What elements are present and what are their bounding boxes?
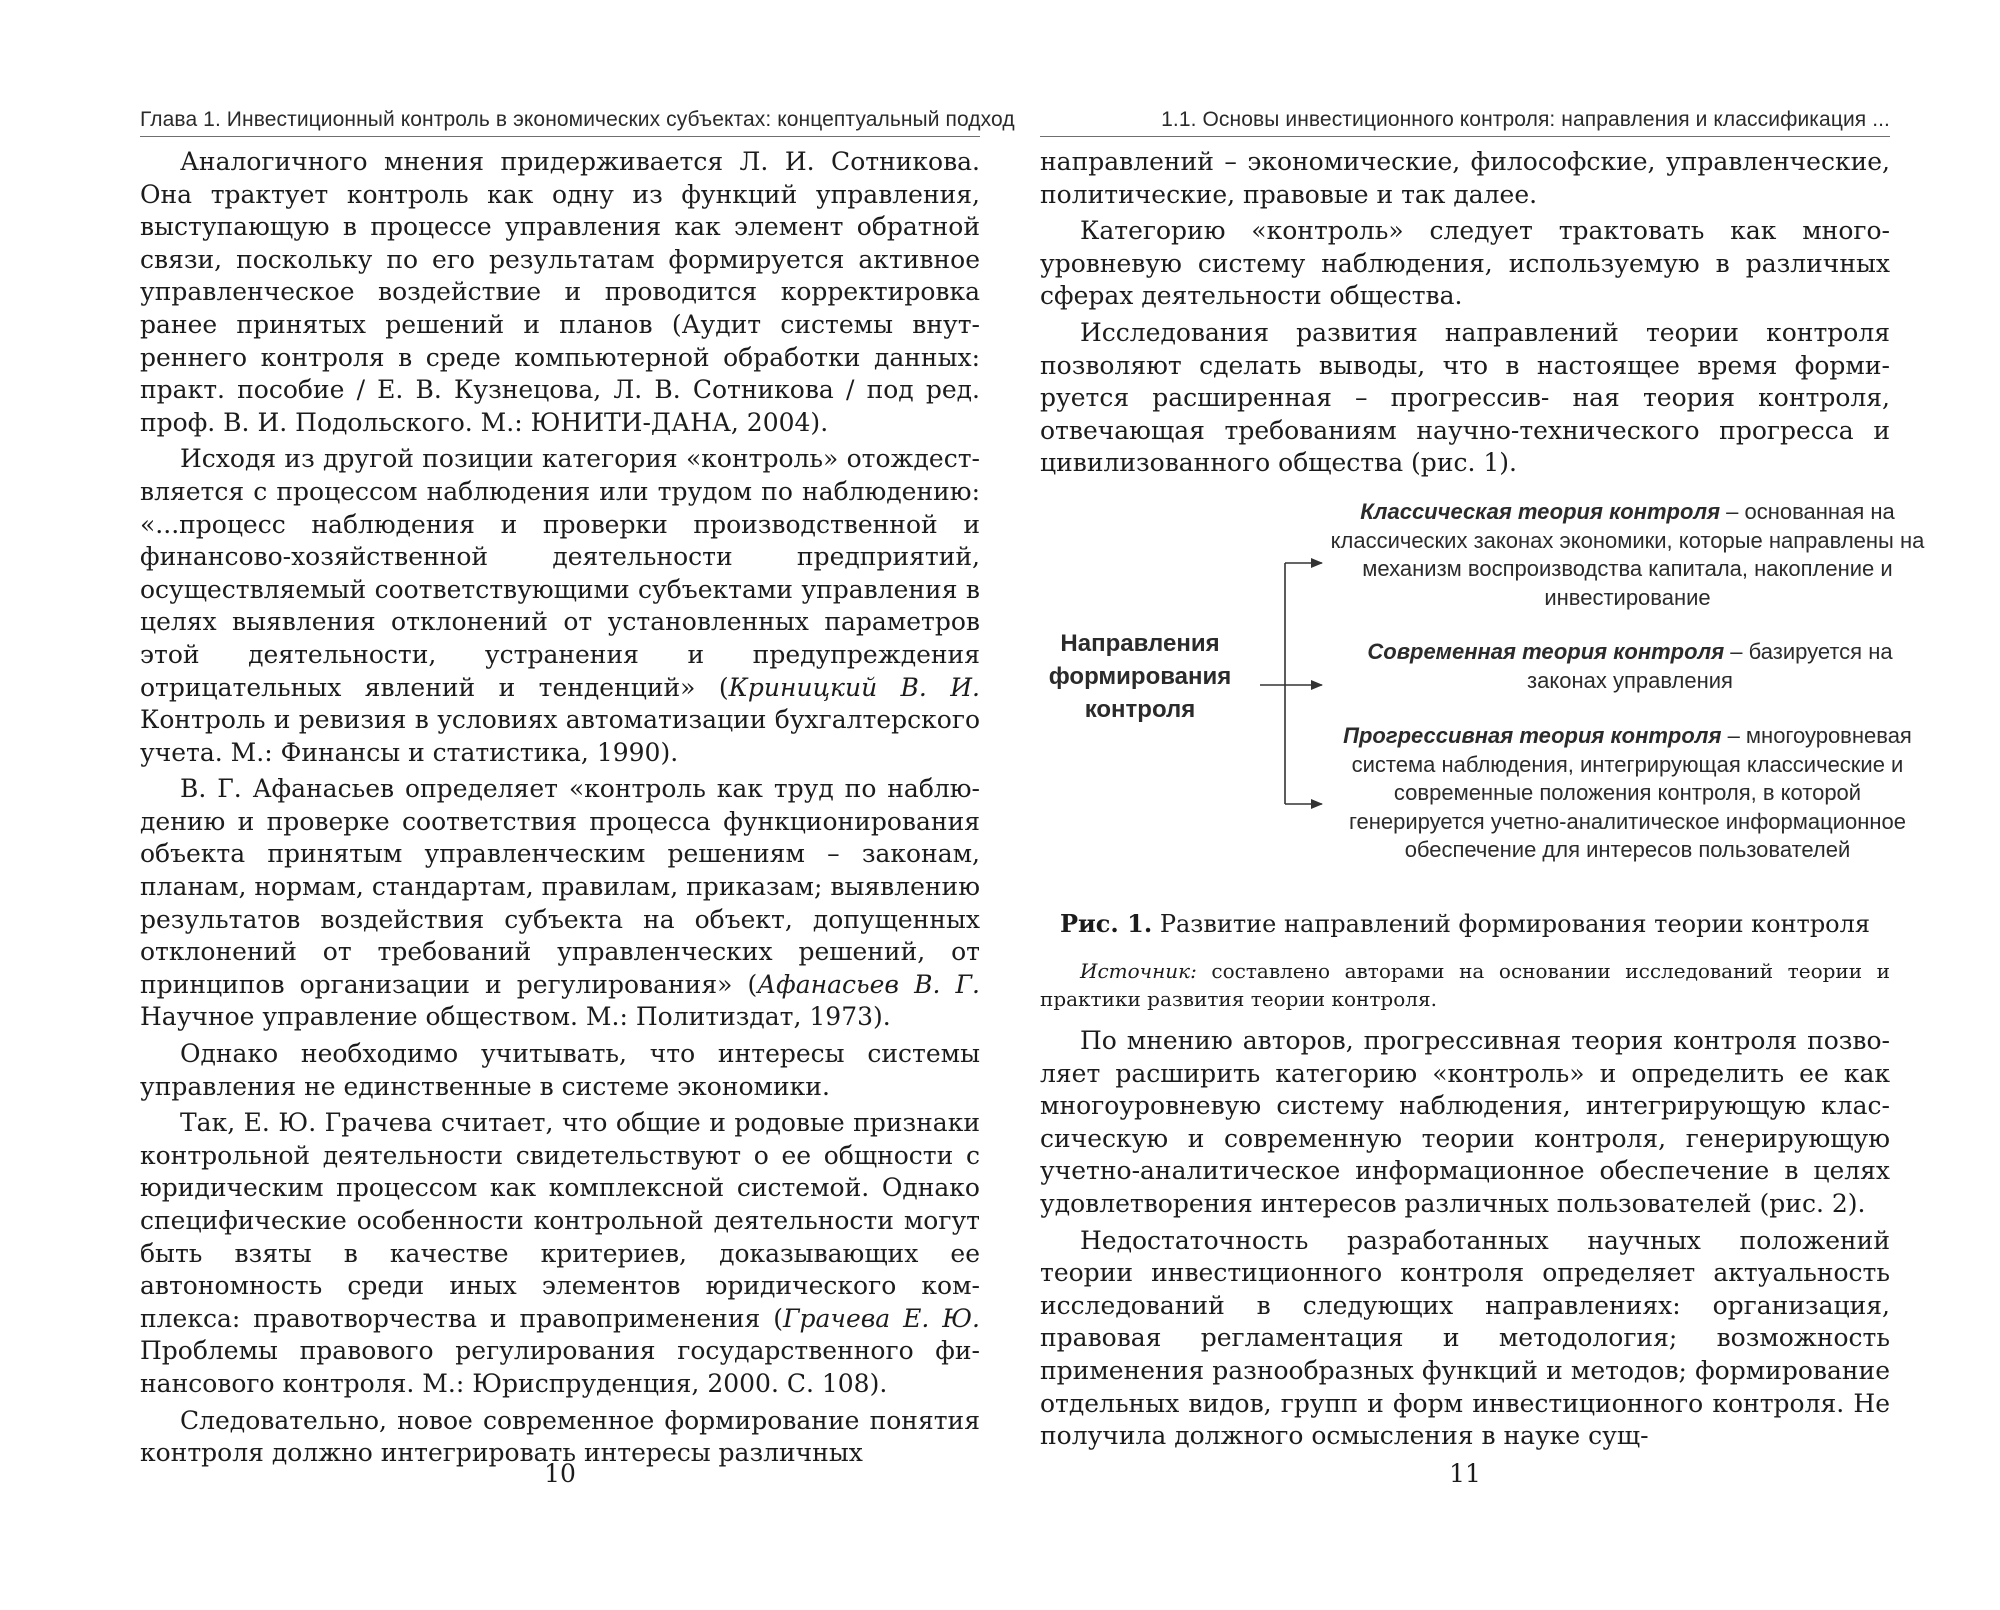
running-head-left: Глава 1. Инвестиционный контроль в экономических субъектах: концептуальный подход [140, 108, 1015, 131]
figure-source-note: Источник: составлено авторами на основании исследований теории и практики развития теории контроля. [1040, 959, 1890, 1011]
figure-caption: Рис. 1. Развитие направлений формирования теории контроля [1059, 909, 1871, 938]
diagram-node-modern-theory: Современная теория контроля – базируется на законах управления [1367, 639, 1893, 693]
diagram-root-node: Направления формирования контроля [1048, 630, 1232, 723]
right-body-bottom [1040, 1025, 1890, 1453]
header-rule-left [140, 136, 980, 137]
paragraph: По мнению авторов, прогрессивная теория контроля позволяет расширить категорию «контроль» и определить ее как многоуровневую систему наблюдения, интегрирующую классическую и современную теории контроля, генерирующую учетно-аналитическое информационное обеспечение в целях удовлетворения интересов различных пользователей (рис. 2). [1040, 1026, 1890, 1218]
paragraph: Исходя из другой позиции категория «контроль» отождествляется с процессом наблюдения или трудом по наблюдению: «...процесс наблюдения и проверки производственной и финансово-хозяйственной деятельности предприятий, осуществляемый соответствующими субъектами управления в целях выявления отклонений от установленных параметров этой деятельности, устранения и предупреждения отрицательных явлений и тенденций» (Криницкий В. И. Контроль и ревизия в условиях автоматизации бухгалтерского учета. М.: Финансы и статистика, 1990). [140, 444, 980, 767]
citation-author: Криницкий В. И. [728, 672, 980, 702]
diagram-node-progressive-theory: Прогрессивная теория контроля – многоуровневая система наблюдения, интегрирующая классические и современные положения контроля, в которой генерируется учетно-аналитическое информационное обеспечение для интересов пользователей [1343, 723, 1912, 862]
paragraph: Однако необходимо учитывать, что интересы системы управления не единственные в системе экономики. [140, 1039, 980, 1101]
paragraph: В. Г. Афанасьев определяет «контроль как труд по наблюдению и проверке соответствия процесса функционирования объекта принятым управленческим решениям – законам, планам, нормам, стандартам, правилам, приказам; выявлению результатов воздействия субъекта на объект, допущенных отклонений от требований управленческих решений, от принципов организации и регулирования» (Афанасьев В. Г. Научное управление обществом. М.: Политиздат, 1973). [140, 774, 981, 1032]
paragraph: Категорию «контроль» следует трактовать как многоуровневую систему наблюдения, используемую в различных сферах деятельности общества. [1040, 216, 1890, 311]
diagram-node-classic-theory: Классическая теория контроля – основанная на классических законах экономики, которые направлены на механизм воспроизводства капитала, накопление и инвестирование [1330, 499, 1925, 610]
paragraph: Аналогичного мнения придерживается Л. И. Сотникова. Она трактует контроль как одну из функций управления, выступающую в процессе управления как элемент обратной связи, поскольку по его результатам формируется активное управленческое воздействие и проводится корректировка ранее принятых решений и планов (Аудит системы внутреннего контроля в среде компьютерной обработки данных: практ. пособие / Е. В. Кузнецова, Л. В. Сотникова / под ред. проф. В. И. Подольского. М.: ЮНИТИ-ДАНА, 2004). [140, 147, 980, 437]
paragraph: направлений – экономические, философские, управленческие, политические, правовые и так далее. [1040, 147, 1890, 209]
paragraph: Так, Е. Ю. Грачева считает, что общие и родовые признаки контрольной деятельности свидетельствуют о ее общности с юридическим процессом как комплексной системой. Однако специфические особенности контрольной деятельности могут быть взяты в качестве критериев, доказывающих ее автономность среди иных элементов юридического комплекса: правотворчества и правоприменения (Грачева Е. Ю. Проблемы правового регулирования государственного финансового контроля. М.: Юриспруденция, 2000. С. 108). [140, 1108, 981, 1398]
running-head-right: 1.1. Основы инвестиционного контроля: направления и классификация ... [1161, 108, 1890, 131]
paragraph: Следовательно, новое современное формирование понятия контроля должно интегрировать интересы различных [140, 1405, 980, 1468]
paragraph: Недостаточность разработанных научных положений теории инвестиционного контроля определяет актуальность исследований в следующих направлениях: организация, правовая регламентация и методология; возможность применения разнообразных функций и методов; формирование отдельных видов, групп и форм инвестиционного контроля. Не получила должного осмысления в науке сущ- [1040, 1225, 1890, 1451]
page-number-left: 10 [544, 1459, 576, 1488]
left-body-text [140, 146, 980, 1470]
page-number-right: 11 [1449, 1459, 1481, 1488]
paragraph: Исследования развития направлений теории контроля позволяют сделать выводы, что в настоящее время формируется расширенная – прогрессив- ная теория контроля, отвечающая требованиям научно-технического прогресса и цивилизованного общества (рис. 1). [1040, 317, 1890, 478]
citation-author: Грачева Е. Ю. [782, 1303, 981, 1333]
citation-author: Афанасьев В. Г. [757, 969, 981, 999]
